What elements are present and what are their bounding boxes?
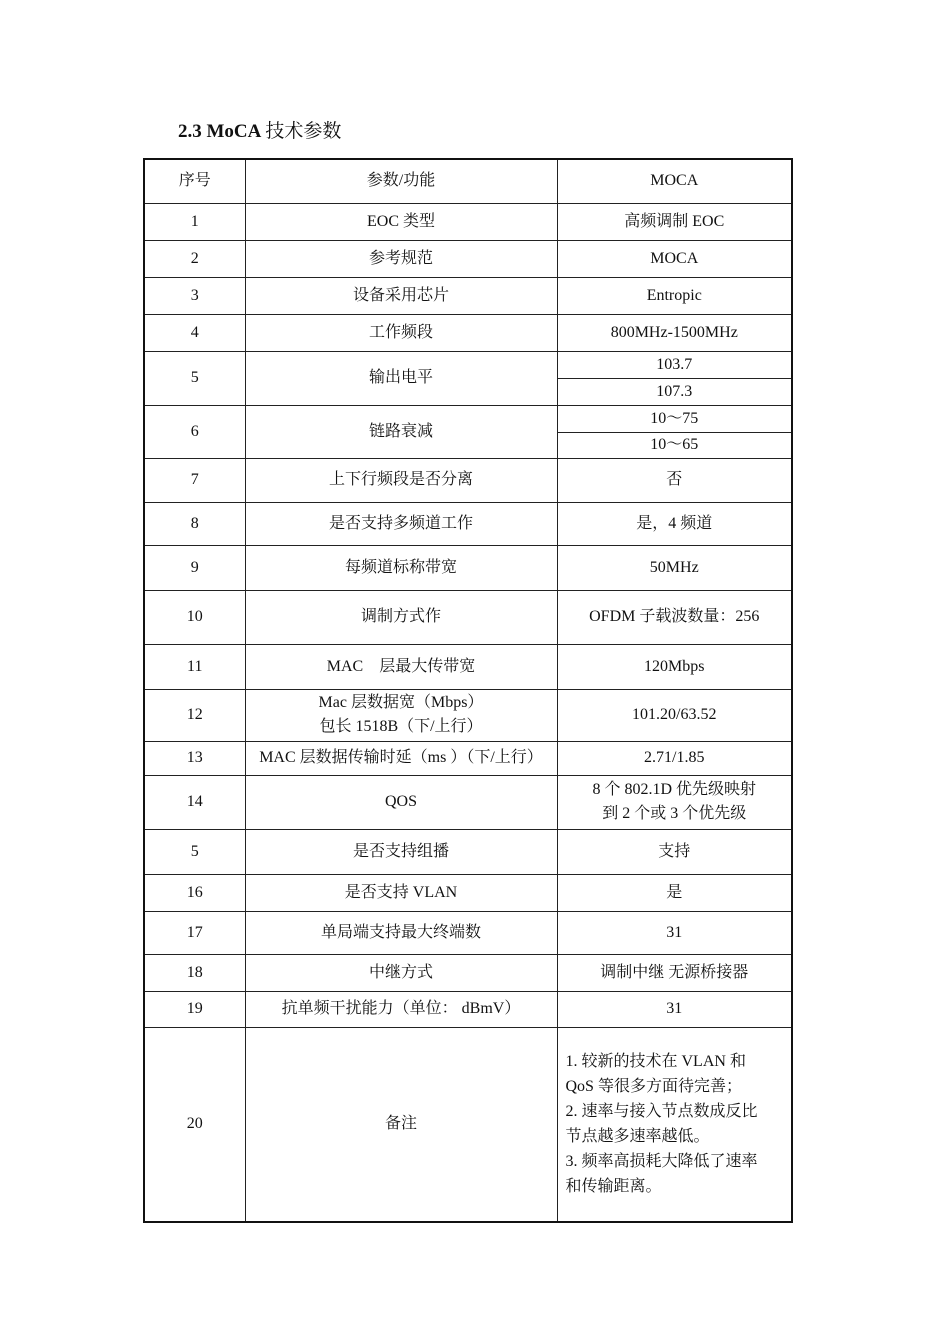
header-moca: MOCA: [557, 159, 792, 203]
section-title: 技术参数: [265, 121, 342, 142]
row-param: EOC 类型: [245, 203, 557, 240]
row-no: 13: [144, 741, 245, 775]
table-row: [144, 991, 792, 1027]
row-value-b: 107.3: [557, 378, 792, 405]
row-param: 是否支持多频道工作: [245, 502, 557, 545]
row-param: 是否支持组播: [245, 829, 557, 874]
row-value: MOCA: [557, 240, 792, 277]
row-value: 101.20/63.52: [557, 689, 792, 741]
row-param: [245, 689, 557, 741]
row-param: QOS: [245, 775, 557, 829]
row-value: 高频调制 EOC: [557, 203, 792, 240]
table-row: [144, 644, 792, 689]
table-row: [144, 911, 792, 954]
row-param: MAC 层最大传带宽: [245, 644, 557, 689]
row-no: 18: [144, 954, 245, 991]
table-row: [144, 829, 792, 874]
row-param: 是否支持 VLAN: [245, 874, 557, 911]
row-no: 2: [144, 240, 245, 277]
row-no: 3: [144, 277, 245, 314]
row-no: 9: [144, 545, 245, 590]
section-number: 2.3 MoCA: [178, 121, 262, 142]
table-header-row: [144, 159, 792, 203]
row-param: 上下行频段是否分离: [245, 458, 557, 502]
row-param: 抗单频干扰能力（单位： dBmV）: [245, 991, 557, 1027]
row-no: 14: [144, 775, 245, 829]
row-value: 31: [557, 991, 792, 1027]
header-no: 序号: [144, 159, 245, 203]
row-value: 否: [557, 458, 792, 502]
row-no: 17: [144, 911, 245, 954]
row-param: 设备采用芯片: [245, 277, 557, 314]
row-value-b: 10～65: [557, 432, 792, 458]
row-param: MAC 层数据传输时延（ms ）（下/上行）: [245, 741, 557, 775]
row-no: 12: [144, 689, 245, 741]
note-line: 2. 速率与接入节点数成反比: [565, 1103, 758, 1121]
notes-cell: [557, 1027, 792, 1222]
row-no: 16: [144, 874, 245, 911]
row-value-line: 8 个 802.1D 优先级映射: [592, 781, 757, 798]
table-row: [144, 954, 792, 991]
note-line: 3. 频率高损耗大降低了速率: [565, 1153, 758, 1171]
table-row: [144, 874, 792, 911]
note-line: 和传输距离。: [565, 1178, 662, 1196]
table-row: [144, 1027, 792, 1222]
row-param: 链路衰减: [245, 405, 557, 458]
table-row: [144, 314, 792, 351]
row-no: 20: [144, 1027, 245, 1222]
row-param: 备注: [245, 1027, 557, 1222]
table-row: [144, 203, 792, 240]
row-param-line: Mac 层数据宽（Mbps）: [318, 694, 484, 711]
row-value: 调制中继 无源桥接器: [557, 954, 792, 991]
table-row: [144, 405, 792, 432]
section-heading: [178, 116, 341, 143]
row-value: [557, 775, 792, 829]
table-row: [144, 689, 792, 741]
row-value: 50MHz: [557, 545, 792, 590]
row-value: 2.71/1.85: [557, 741, 792, 775]
note-line: 1. 较新的技术在 VLAN 和: [565, 1053, 746, 1071]
row-value: Entropic: [557, 277, 792, 314]
row-value: 31: [557, 911, 792, 954]
table-row: [144, 458, 792, 502]
row-no: 7: [144, 458, 245, 502]
row-param: 工作频段: [245, 314, 557, 351]
row-param: 中继方式: [245, 954, 557, 991]
table-row: [144, 775, 792, 829]
row-no: 19: [144, 991, 245, 1027]
row-param: 参考规范: [245, 240, 557, 277]
row-no: 5: [144, 351, 245, 405]
table-row: [144, 351, 792, 378]
note-line: 节点越多速率越低。: [565, 1128, 710, 1146]
row-value: 是: [557, 874, 792, 911]
row-no: 1: [144, 203, 245, 240]
row-no: 8: [144, 502, 245, 545]
row-no: 10: [144, 590, 245, 644]
row-value: 120Mbps: [557, 644, 792, 689]
moca-spec-table: [143, 158, 793, 1223]
row-value: 是，4 频道: [557, 502, 792, 545]
row-value-a: 103.7: [557, 351, 792, 378]
note-line: QoS 等很多方面待完善；: [565, 1078, 742, 1096]
row-param: 输出电平: [245, 351, 557, 405]
table-row: [144, 240, 792, 277]
row-no: 11: [144, 644, 245, 689]
table-row: [144, 277, 792, 314]
row-param: 单局端支持最大终端数: [245, 911, 557, 954]
row-value-line: 到 2 个或 3 个优先级: [602, 805, 747, 822]
row-no: 5: [144, 829, 245, 874]
row-param-line: 包长 1518B（下/上行）: [319, 718, 483, 735]
row-value: 支持: [557, 829, 792, 874]
row-value-a: 10～75: [557, 405, 792, 432]
table-row: [144, 502, 792, 545]
row-no: 4: [144, 314, 245, 351]
row-value: OFDM 子载波数量：256: [557, 590, 792, 644]
row-param: 调制方式作: [245, 590, 557, 644]
row-value: 800MHz-1500MHz: [557, 314, 792, 351]
table-row: [144, 741, 792, 775]
row-no: 6: [144, 405, 245, 458]
header-param: 参数/功能: [245, 159, 557, 203]
table-row: [144, 590, 792, 644]
table-row: [144, 545, 792, 590]
row-param: 每频道标称带宽: [245, 545, 557, 590]
